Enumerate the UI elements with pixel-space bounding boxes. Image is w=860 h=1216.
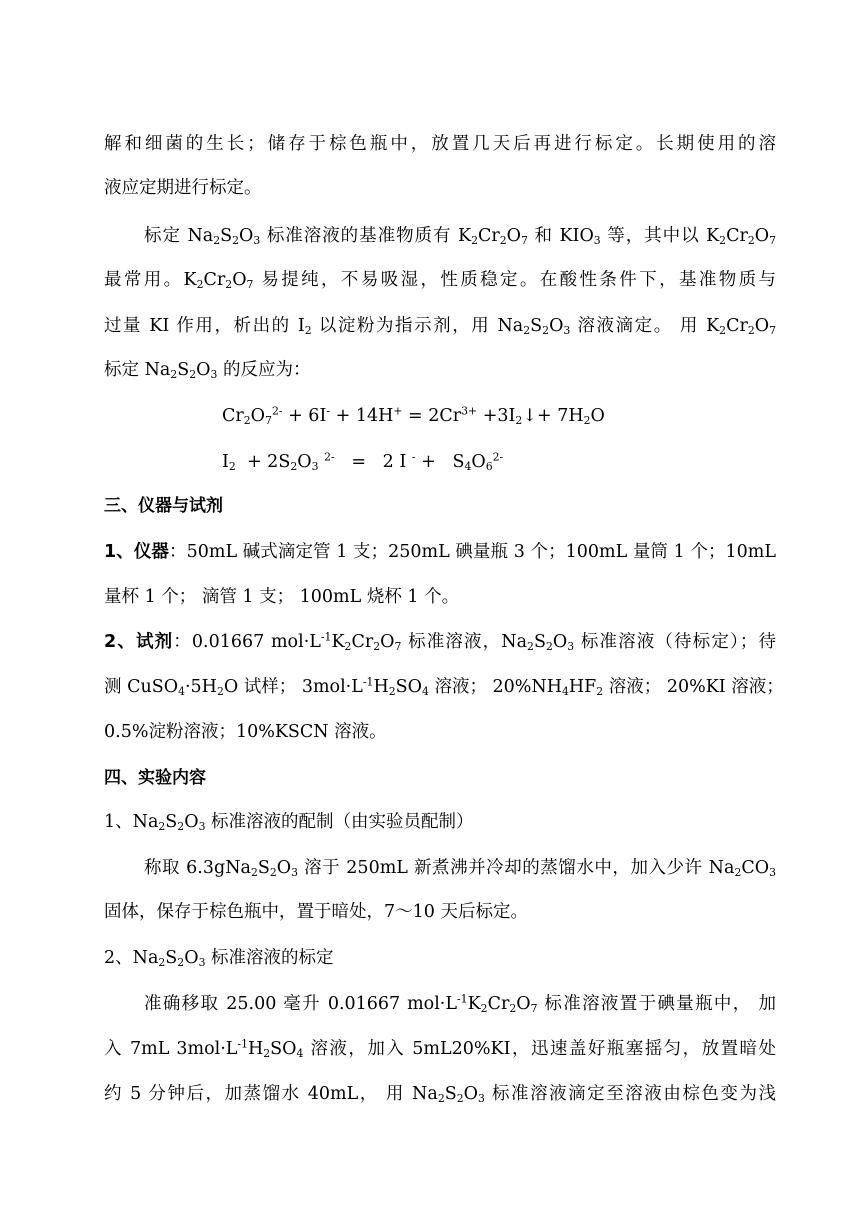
- paragraph-line: 测 $CuSO_4\cdot 5H_2O$ 试样； $3mol\cdot L^{-1}H_2SO_4$ 溶液； $20\%NH_4HF_2$ 溶液； 20%KI 溶液；: [104, 675, 784, 699]
- paragraph-line: 1、仪器：50mL 碱式滴定管 1 支；250mL 碘量瓶 3 个；100mL 量筒 1 个；10mL: [104, 542, 776, 562]
- equation-dichromate: $Cr_2O_7^{2-} + 6I^- + 14H^+ = 2Cr^{3+}$ $+3I_2↓+ 7H_2O$: [222, 404, 605, 428]
- paragraph-line: 量杯 1 个； 滴管 1 支； 100mL 烧杯 1 个。: [104, 587, 460, 607]
- section-heading: 三、仪器与试剂: [104, 496, 223, 516]
- paragraph-line: 准确移取 25.00 毫升 0.01667 $mol\cdot L^{-1}K_2Cr_2O_7$ 标准溶液置于碘量瓶中， 加: [144, 992, 776, 1016]
- paragraph-line: 0.5%淀粉溶液；10%KSCN 溶液。: [104, 722, 387, 742]
- paragraph-line: 标定 $Na_2S_2O_3$ 的反应为：: [104, 360, 311, 382]
- paragraph-line: 入 7mL $3mol\cdot L^{-1}H_2SO_4$ 溶液，加入 5mL20%KI，迅速盖好瓶塞摇匀，放置暗处: [104, 1037, 776, 1061]
- subsection-heading: 1、$Na_2S_2O_3$ 标准溶液的配制（由实验员配制）: [104, 812, 474, 834]
- section-heading: 四、实验内容: [104, 768, 206, 788]
- paragraph-line: 固体，保存于棕色瓶中，置于暗处，7～10 天后标定。: [104, 902, 528, 922]
- paragraph-line: 过量 KI 作用，析出的 $I_2$ 以淀粉为指示剂，用 $Na_2S_2O_3$ 溶液滴定。 用 $K_2Cr_2O_7$: [104, 316, 776, 338]
- equation-iodine: $I_2 + 2S_2O_3$ $^{2-}$ = 2 I $^- + S_4O_6^{2-}$: [222, 450, 504, 474]
- paragraph-line: 约 5 分钟后，加蒸馏水 40mL， 用 $Na_2S_2O_3$ 标准溶液滴定至溶液由棕色变为浅: [104, 1084, 777, 1106]
- subsection-heading: 2、$Na_2S_2O_3$ 标准溶液的标定: [104, 948, 334, 970]
- paragraph-line: 液应定期进行标定。: [104, 178, 262, 198]
- paragraph-line: 最常用。$K_2Cr_2O_7$ 易提纯，不易吸湿，性质稳定。在酸性条件下，基准物质与: [104, 270, 776, 292]
- paragraph-line: 标定 $Na_2S_2O_3$ 标准溶液的基准物质有 $K_2Cr_2O_7$ 和 $KIO_3$ 等，其中以 $K_2Cr_2O_7$: [144, 226, 777, 248]
- paragraph-line: 解和细菌的生长；储存于棕色瓶中，放置几天后再进行标定。长期使用的溶: [104, 134, 776, 154]
- paragraph-line: 2、试剂：0.01667 $mol\cdot L^{-1}K_2Cr_2O_7$ 标准溶液，$Na_2S_2O_3$ 标准溶液（待标定）；待: [104, 630, 776, 654]
- paragraph-line: 称取 $6.3gNa_2S_2O_3$ 溶于 250mL 新煮沸并冷却的蒸馏水中，加入少许 $Na_2CO_3$: [144, 858, 776, 880]
